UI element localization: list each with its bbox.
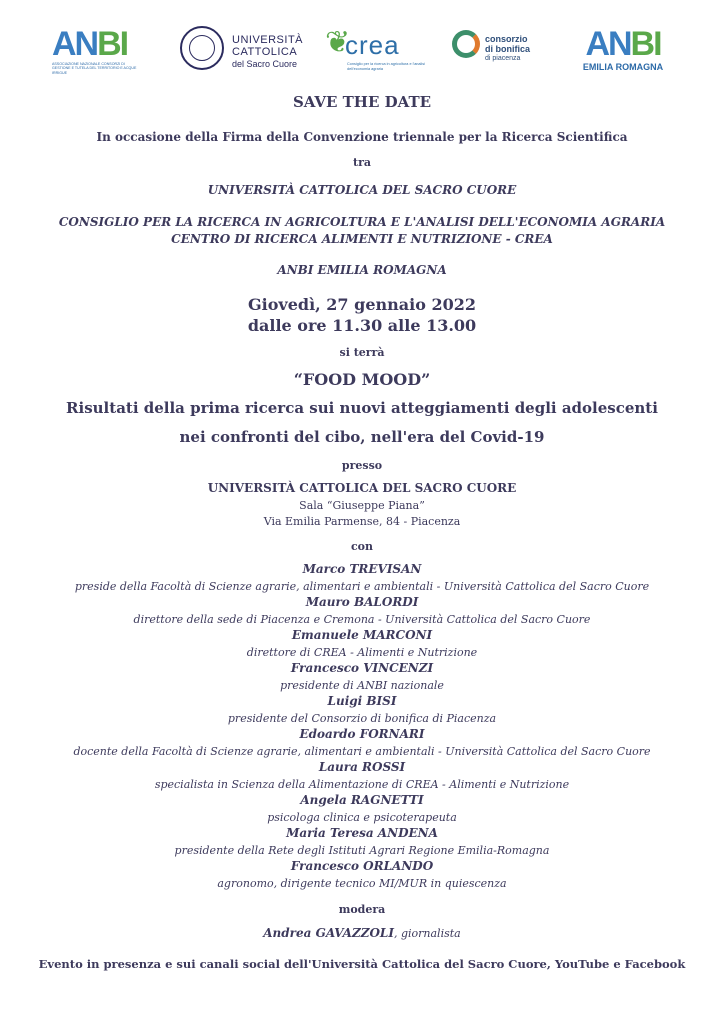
- anbi-logo-mark: ANBI: [52, 25, 128, 63]
- moderator: [0, 926, 724, 940]
- anbi-logo-subtitle: ASSOCIAZIONE NAZIONALE CONSORZI DI GESTIONE E TUTELA DEL TERRITORIO E ACQUE IRRIGUE: [52, 62, 137, 75]
- event-time: dalle ore 11.30 alle 13.00: [247, 316, 477, 335]
- speaker-name: Francesco ORLANDO: [290, 859, 434, 873]
- leaf-icon: ❦: [325, 25, 351, 60]
- party-crea-line2: CENTRO DI RICERCA ALIMENTI E NUTRIZIONE - CREA: [171, 232, 553, 246]
- ucsc-logo-line1: UNIVERSITÀ: [232, 34, 304, 46]
- anbi-logo: [52, 22, 142, 82]
- at-text: presso: [341, 459, 383, 472]
- speaker-role: psicologa clinica e psicoterapeuta: [267, 811, 457, 824]
- crea-logo-subtitle: Consiglio per la ricerca in agricoltura e l'analisi dell'economia agraria: [347, 62, 425, 71]
- speaker-name: Maria Teresa ANDENA: [286, 826, 438, 840]
- ucsc-seal-icon: [180, 26, 224, 70]
- speaker-name: Edoardo FORNARI: [299, 727, 425, 741]
- footer-note: Evento in presenza e sui canali social dell'Università Cattolica del Sacro Cuore, YouTube e Facebook: [38, 957, 686, 971]
- logo-bar: [0, 22, 724, 84]
- will-hold-text: si terrà: [339, 346, 385, 359]
- speaker-role: presidente del Consorzio di bonifica di Piacenza: [227, 712, 497, 725]
- with-text: con: [350, 540, 374, 553]
- anbi-er-logo-subtitle: EMILIA ROMAGNA: [582, 62, 664, 72]
- event-subtitle-line2: nei confronti del cibo, nell'era del Covid-19: [179, 428, 545, 446]
- crea-logo-word: crea: [345, 30, 400, 60]
- speaker-role: agronomo, dirigente tecnico MI/MUR in quiescenza: [217, 877, 507, 890]
- consorzio-logo-line2: di bonifica: [485, 44, 530, 54]
- anbi-emilia-romagna-logo: [578, 22, 668, 82]
- speaker-role: direttore di CREA - Alimenti e Nutrizione: [246, 646, 478, 659]
- moderator-name: Andrea GAVAZZOLI: [263, 926, 394, 940]
- speaker-role: preside della Facoltà di Scienze agrarie, alimentari e ambientali - Università Cattolica del Sacro Cuore: [74, 580, 650, 593]
- consorzio-logo-line3: di piacenza: [485, 55, 521, 62]
- venue-room: Sala “Giuseppe Piana”: [299, 499, 425, 512]
- speaker-role: direttore della sede di Piacenza e Cremona - Università Cattolica del Sacro Cuore: [133, 613, 591, 626]
- event-subtitle-line1: Risultati della prima ricerca sui nuovi atteggiamenti degli adolescenti: [66, 399, 658, 417]
- consorzio-ring-icon: [452, 30, 480, 58]
- speaker-role: presidente di ANBI nazionale: [280, 679, 444, 692]
- ucsc-logo-line2: CATTOLICA: [232, 46, 298, 58]
- speaker-name: Emanuele MARCONI: [291, 628, 433, 642]
- party-crea-line1: CONSIGLIO PER LA RICERCA IN AGRICOLTURA E L'ANALISI DELL'ECONOMIA AGRARIA: [58, 215, 666, 229]
- ucsc-logo: [180, 22, 304, 82]
- consorzio-logo-line1: consorzio: [485, 34, 528, 44]
- venue-address: Via Emilia Parmense, 84 - Piacenza: [263, 515, 461, 528]
- speaker-name: Francesco VINCENZI: [290, 661, 434, 675]
- speaker-role: specialista in Scienza della Alimentazione di CREA - Alimenti e Nutrizione: [154, 778, 570, 791]
- page-title: SAVE THE DATE: [292, 93, 432, 111]
- moderator-label: modera: [338, 903, 386, 916]
- event-name: “FOOD MOOD”: [293, 370, 431, 389]
- between-text: tra: [352, 156, 371, 169]
- crea-logo: [325, 22, 425, 82]
- speaker-name: Angela RAGNETTI: [300, 793, 424, 807]
- speaker-name: Luigi BISI: [327, 694, 397, 708]
- speaker-role: docente della Facoltà di Scienze agrarie, alimentari e ambientali - Università Cattolica del Sacro Cuore: [73, 745, 651, 758]
- speaker-name: Mauro BALORDI: [305, 595, 419, 609]
- venue-org: UNIVERSITÀ CATTOLICA DEL SACRO CUORE: [207, 481, 517, 495]
- ucsc-logo-line3: del Sacro Cuore: [232, 59, 298, 69]
- moderator-role: , giornalista: [393, 927, 461, 940]
- speaker-name: Laura ROSSI: [318, 760, 406, 774]
- party-anbi: ANBI EMILIA ROMAGNA: [277, 263, 447, 277]
- speaker-name: Marco TREVISAN: [302, 562, 422, 576]
- occasion-text: In occasione della Firma della Convenzione triennale per la Ricerca Scientifica: [96, 130, 628, 144]
- speaker-role: presidente della Rete degli Istituti Agrari Regione Emilia-Romagna: [174, 844, 550, 857]
- anbi-er-logo-mark: ANBI: [585, 25, 661, 63]
- event-date: Giovedì, 27 gennaio 2022: [248, 295, 476, 314]
- party-ucsc: UNIVERSITÀ CATTOLICA DEL SACRO CUORE: [207, 183, 517, 197]
- consorzio-logo: [452, 22, 562, 82]
